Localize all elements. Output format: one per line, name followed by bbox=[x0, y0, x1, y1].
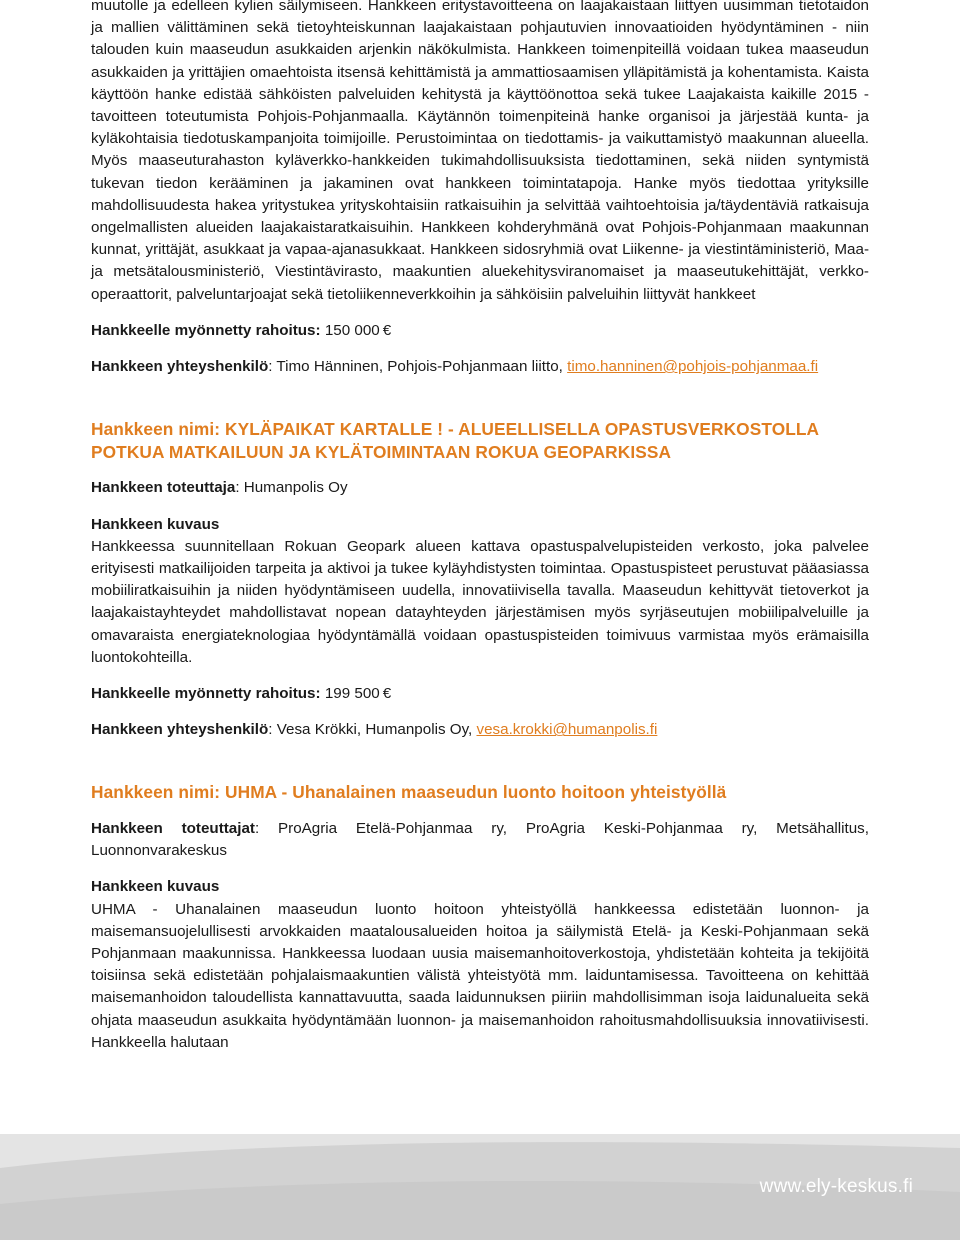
project2-description: Hankkeessa suunnitellaan Rokuan Geopark alueen kattava opastuspalvelupisteiden verkosto, joka palvelee erityisesti matkailijoiden tarpeita ja aktivoi ja tukee kyläyhdistysten toimintaa. Opastuspisteet perustuvat pääasiassa mobiiliratkaisuihin ja niiden hyödyntämiseen uudella, innovatiivisella tavalla. Maaseudun kehittyvät tietoverkot ja laajakaistayhteydet mahdollistavat nopean datayhteyden järjestämisen myös syrjäseutujen mobiilipalveluille ja omavaraista energiateknologiaa hyödyntämällä voidaan opastuspisteiden toimivuus varmistaa myös erämaisilla luontokohteilla. bbox=[91, 537, 869, 666]
implementer-text: : ProAgria Etelä-Pohjanmaa ry, ProAgria Keski-Pohjanmaa ry, Metsähallitus, Luonnonvarakeskus bbox=[91, 820, 869, 860]
funding-value: 150 000 bbox=[324, 321, 380, 339]
contact-label: Hankkeen yhteyshenkilö bbox=[91, 358, 269, 376]
project-title-uhma: Hankkeen nimi: UHMA - Uhanalainen maaseudun luonto hoitoon yhteistyöllä bbox=[91, 782, 727, 803]
document-body bbox=[91, 0, 869, 1054]
intro-funding bbox=[91, 320, 869, 342]
contact-email-link[interactable]: timo.hanninen@pohjois-pohjanmaa.fi bbox=[567, 358, 819, 376]
project2-implementer bbox=[91, 477, 869, 499]
project3-description: UHMA - Uhanalainen maaseudun luonto hoitoon yhteistyöllä hankkeessa edistetään luonnon- ja maisemansuojelullisesti arvokkaiden maatalousalueiden hoitoa ja säilymistä Etelä- ja Keski-Pohjanmaan sekä Pohjanmaan maakunnissa. Hankkeessa luodaan uusia maisemanhoitoverkostoja, yhdistetään kohteita ja tekijöitä toisiinsa sekä edistetään pohjalaismaakuntien välistä yhteistyötä mm. laiduntamisessa. Tavoitteena on kehittää maisemanhoidon taloudellista kannattavuutta, saada laidunnuksen piiriin mahdollisimman isoja laidunalueita sekä ohjata maaseudun asukkaita hyödyntämään luonnon- ja maisemanhoidon rahoitusmahdollisuuksia innovatiivisesti. Hankkeella halutaan bbox=[91, 900, 869, 1051]
project2-description-heading: Hankkeen kuvaus bbox=[91, 515, 220, 533]
implementer-text: : Humanpolis Oy bbox=[235, 479, 348, 497]
contact-text: : Timo Hänninen, Pohjois-Pohjanmaan liitto, bbox=[268, 358, 568, 376]
project3-implementer bbox=[91, 818, 869, 862]
funding-label: Hankkeelle myönnetty rahoitus: bbox=[91, 685, 321, 703]
project3-description-heading: Hankkeen kuvaus bbox=[91, 878, 220, 896]
implementer-label: Hankkeen toteuttaja bbox=[91, 479, 236, 497]
euro-symbol: € bbox=[382, 321, 392, 339]
contact-text: : Vesa Krökki, Humanpolis Oy, bbox=[268, 721, 477, 739]
project2-funding bbox=[91, 683, 869, 705]
funding-label: Hankkeelle myönnetty rahoitus: bbox=[91, 321, 321, 339]
implementer-label: Hankkeen toteuttajat bbox=[91, 820, 255, 838]
funding-value: 199 500 bbox=[324, 685, 380, 703]
intro-contact bbox=[91, 356, 869, 378]
intro-paragraph: muutolle ja edelleen kylien säilymiseen. Hankkeen eritystavoitteena on laajakaistaan liittyen uusimman tietotaidon ja mallien välittäminen sekä tietoyhteiskunnan laajakaistaan pohjautuvien innovaatioiden hyödyntäminen - niin talouden kuin maaseudun asukkaiden arjenkin näkökulmista. Hankkeen toimenpiteillä voidaan tukea maaseudun asukkaiden ja yrittäjien omaehtoista itsensä kehittämistä ja ammattiosaamisen ylläpitämistä ja kohentamista. Kaista käyttöön hanke edistää sähköisten palveluiden kehitystä ja käyttöönottoa sekä tukee Laajakaista kaikille 2015 - tavoitteen toteutumista Pohjois-Pohjanmaalla. Käytännön toimenpiteinä hanke organisoi ja järjestää kunta- ja kyläkohtaisia tiedotuskampanjoita toimijoille. Perustoimintaa on tiedottamis- ja vaikuttamistyö maakunnan alueella. Myös maaseuturahaston kyläverkko-hankkeiden tukimahdollisuuksista tiedottaminen, sekä niiden syntymistä tukevan tiedon kerääminen ja jakaminen ovat hankkeen toimintatapoja. Hanke myös tiedottaa yrityksille mahdollisuudesta hakea yritystukea yrityskohtaisiin ratkaisuihin ja selvittää vaihtoehtoisia ja/täydentäviä ratkaisuja ongelmallisten alueiden laajakaistaratkaisuihin. Hankkeen kohderyhmänä ovat Pohjois-Pohjanmaan maakunnan kunnat, yrittäjät, asukkaat ja vapaa-ajanasukkaat. Hankkeen sidosryhmiä ovat Liikenne- ja viestintäministeriö, Maa- ja metsätalousministeriö, Viestintävirasto, maakuntien aluekehitysviranomaiset ja maaseutukehittäjät, verkko-operaattorit, palveluntarjoajat sekä tietoliikenneverkkoihin ja sähköisiin palveluihin liittyvät hankkeet bbox=[91, 0, 869, 303]
project-title-kylapaikat: Hankkeen nimi: KYLÄPAIKAT KARTALLE ! - ALUEELLISELLA OPASTUSVERKOSTOLLA POTKUA MATKAILUUN JA KYLÄTOIMINTAAN ROKUA GEOPARKISSA bbox=[91, 419, 819, 462]
footer-website-url[interactable]: www.ely-keskus.fi bbox=[759, 1176, 913, 1197]
project2-contact bbox=[91, 719, 869, 741]
euro-symbol: € bbox=[382, 685, 392, 703]
contact-label: Hankkeen yhteyshenkilö bbox=[91, 721, 269, 739]
contact-email-link[interactable]: vesa.krokki@humanpolis.fi bbox=[476, 721, 658, 739]
